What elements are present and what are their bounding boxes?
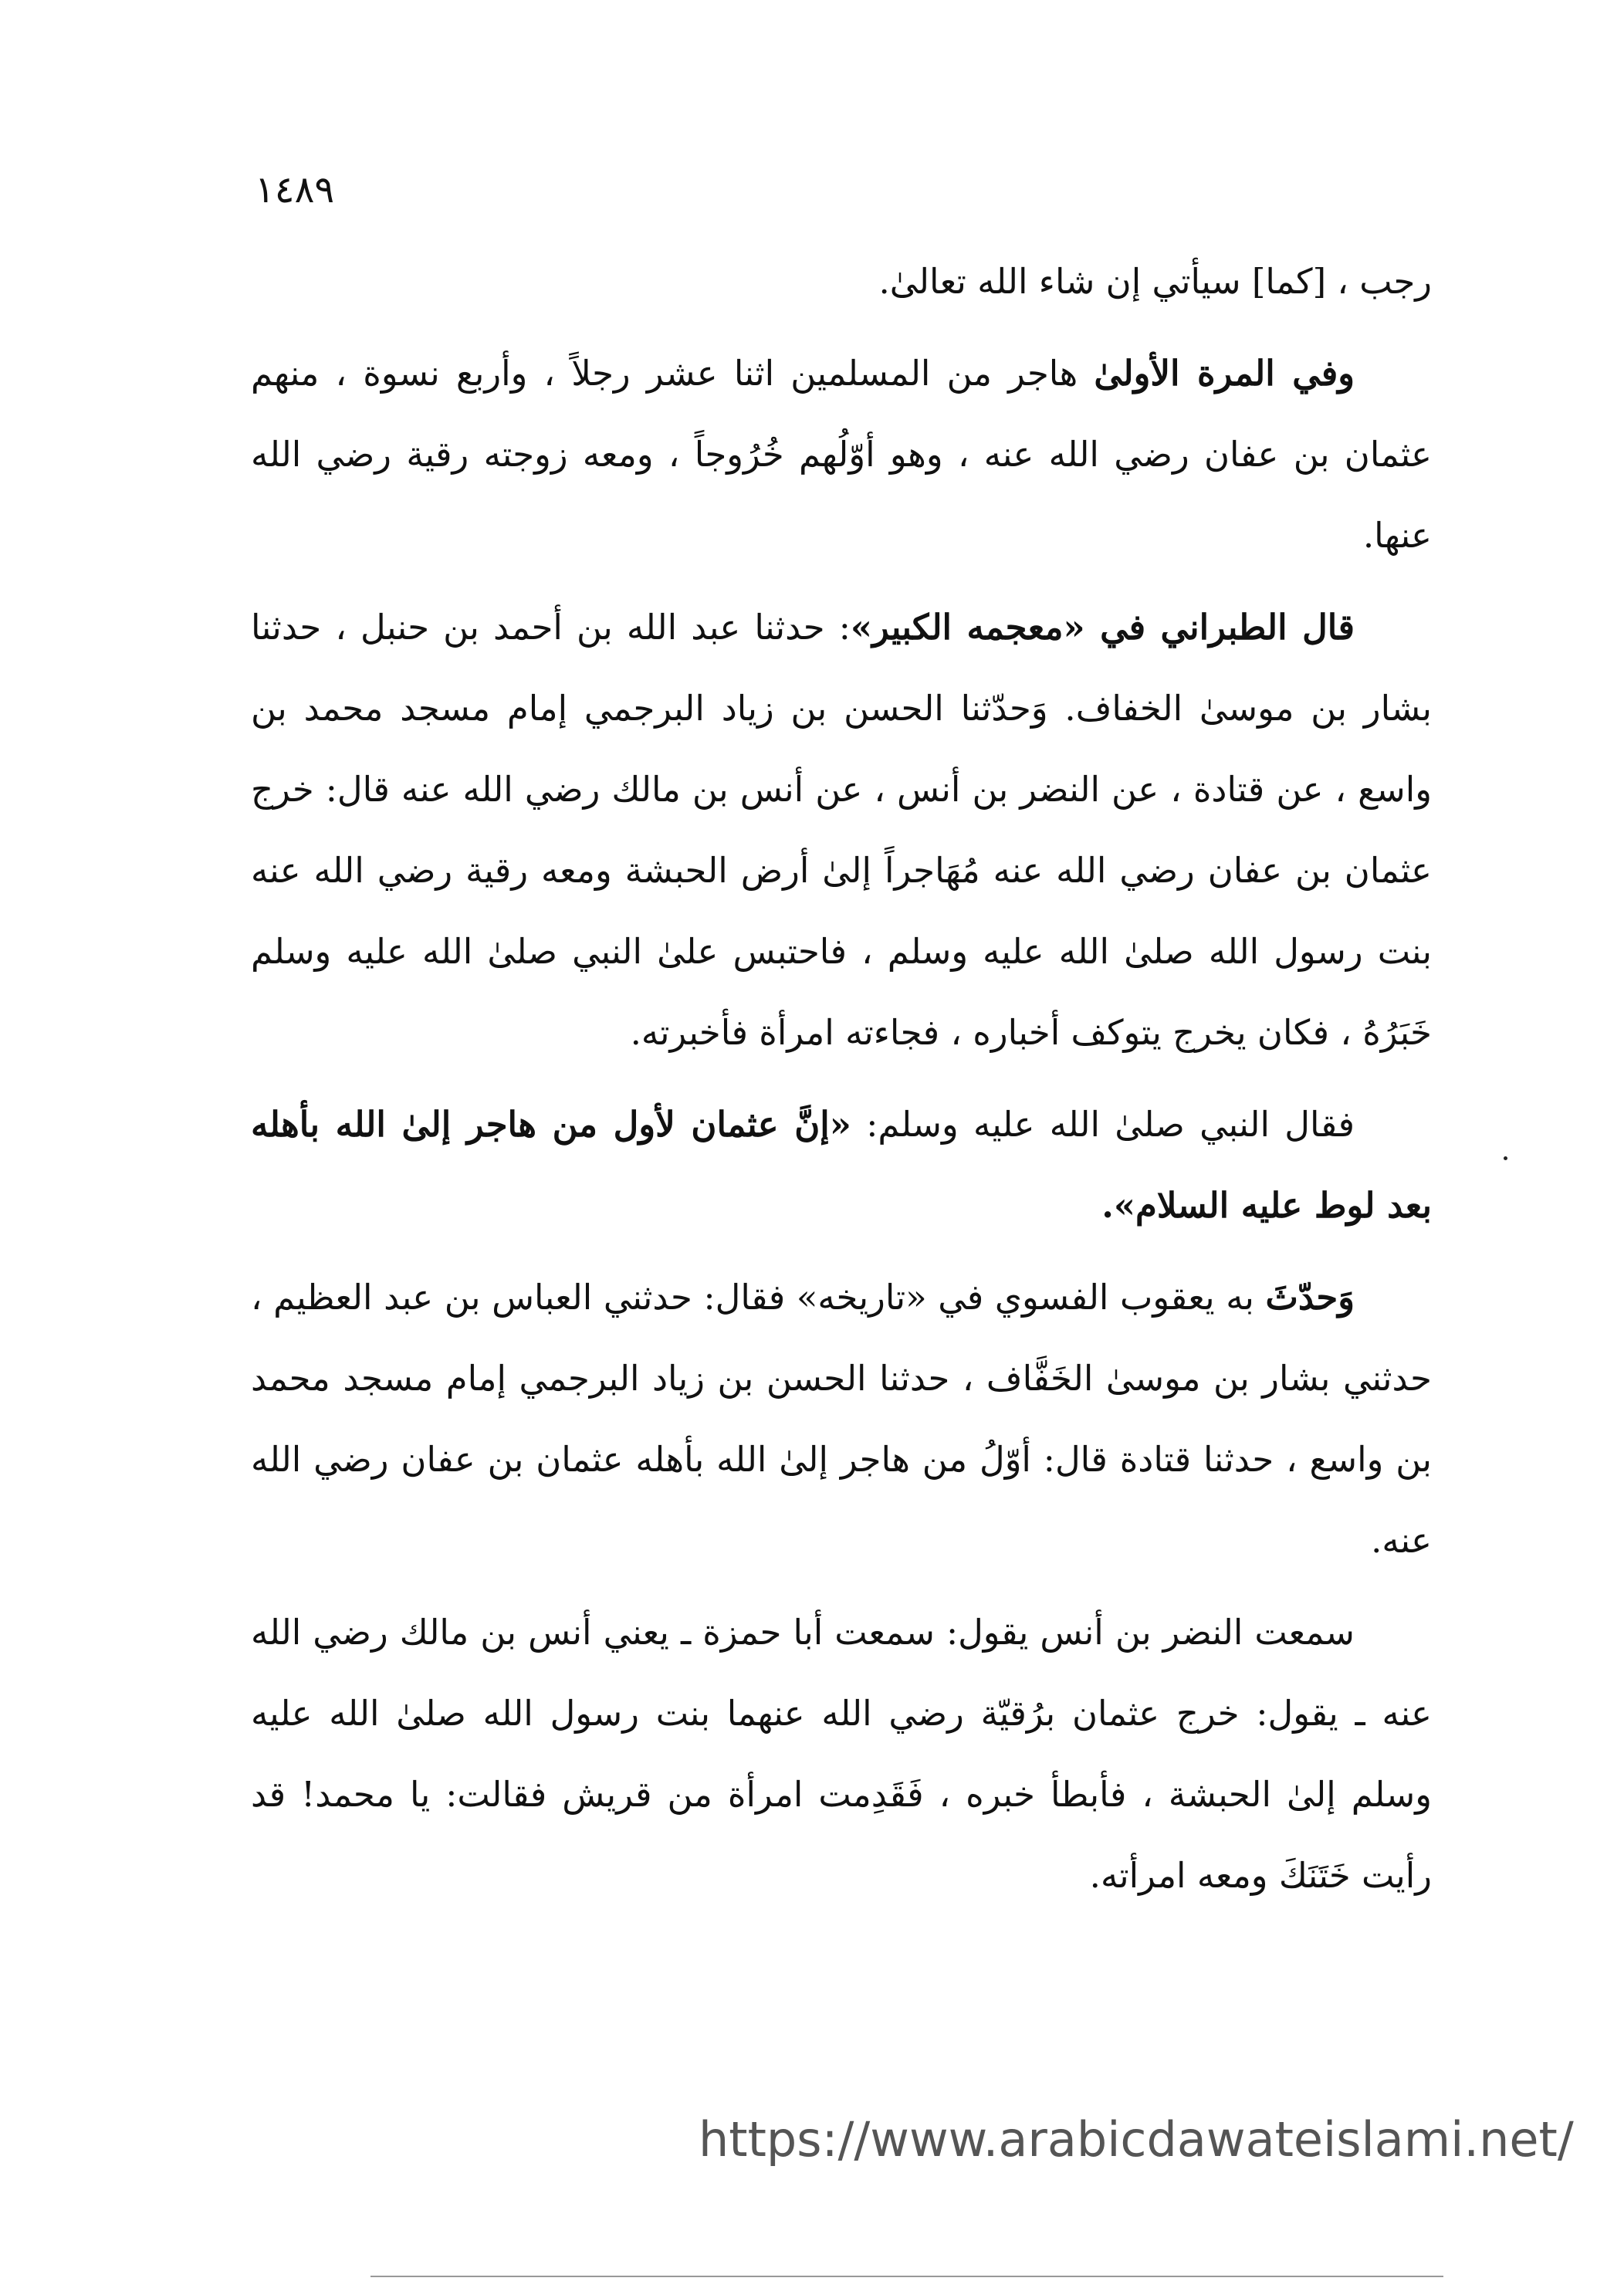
page-number: ١٤٨٩ bbox=[255, 168, 335, 212]
paragraph-5-lead: وَحدّثَ bbox=[1265, 1277, 1355, 1318]
paragraph-6 bbox=[251, 1592, 1432, 1916]
paragraph-3-lead: قال الطبراني في «معجمه الكبير» bbox=[850, 607, 1355, 648]
paragraph-5 bbox=[251, 1257, 1432, 1581]
paragraph-1-text: رجب ، [كما] سيأتي إن شاء الله تعالىٰ. bbox=[878, 261, 1432, 302]
paragraph-6-text: سمعت النضر بن أنس يقول: سمعت أبا حمزة ـ يعني أنس بن مالك رضي الله عنه ـ يقول: خرج عثمان برُقيّة رضي الله عنهما بنت رسول الله صلىٰ الله عليه وسلم إلىٰ الحبشة ، فأبطأ خبره ، فَقَدِمت امرأة من قريش فقالت: يا محمد! قد رأيت خَتَنَكَ ومعه امرأته. bbox=[251, 1612, 1432, 1896]
bottom-rule bbox=[370, 2276, 1443, 2277]
paragraph-5-text: به يعقوب الفسوي في «تاريخه» فقال: حدثني العباس بن عبد العظيم ، حدثني بشار بن موسىٰ الخَفَّاف ، حدثنا الحسن بن زياد البرجمي إمام مسجد محمد بن واسع ، حدثنا قتادة قال: أوّلُ من هاجر إلىٰ الله بأهله عثمان بن عفان رضي الله عنه. bbox=[251, 1277, 1432, 1561]
paragraph-2 bbox=[251, 333, 1432, 576]
text-body bbox=[251, 241, 1432, 1927]
paragraph-4-pre: فقال النبي صلىٰ الله عليه وسلم: bbox=[851, 1104, 1355, 1145]
scan-speck bbox=[1504, 1156, 1507, 1160]
paragraph-3-text: : حدثنا عبد الله بن أحمد بن حنبل ، حدثنا بشار بن موسىٰ الخفاف. وَحدّثنا الحسن بن زياد البرجمي إمام مسجد محمد بن واسع ، عن قتادة ، عن النضر بن أنس ، عن أنس بن مالك رضي الله عنه قال: خرج عثمان بن عفان رضي الله عنه مُهَاجراً إلىٰ أرض الحبشة ومعه رقية رضي الله عنه بنت رسول الله صلىٰ الله عليه وسلم ، فاحتبس علىٰ النبي صلىٰ الله عليه وسلم خَبَرُهُ ، فكان يخرج يتوكف أخباره ، فجاءته امرأة فأخبرته. bbox=[251, 607, 1432, 1053]
paragraph-3 bbox=[251, 587, 1432, 1073]
paragraph-2-lead: وفي المرة الأولىٰ bbox=[1094, 353, 1355, 394]
paragraph-2-text: هاجر من المسلمين اثنا عشر رجلاً ، وأربع نسوة ، منهم عثمان بن عفان رضي الله عنه ، وهو أوّلُهم خُرُوجاً ، ومعه زوجته رقية رضي الله عنها. bbox=[251, 353, 1432, 556]
watermark-url: https://www.arabicdawateislami.net/ bbox=[699, 2111, 1574, 2168]
paragraph-4-hadith: «إنَّ عثمان لأول من هاجر إلىٰ الله بأهله بعد لوط عليه السلام». bbox=[251, 1104, 1432, 1226]
paragraph-1 bbox=[251, 241, 1432, 322]
paragraph-4 bbox=[251, 1084, 1432, 1246]
